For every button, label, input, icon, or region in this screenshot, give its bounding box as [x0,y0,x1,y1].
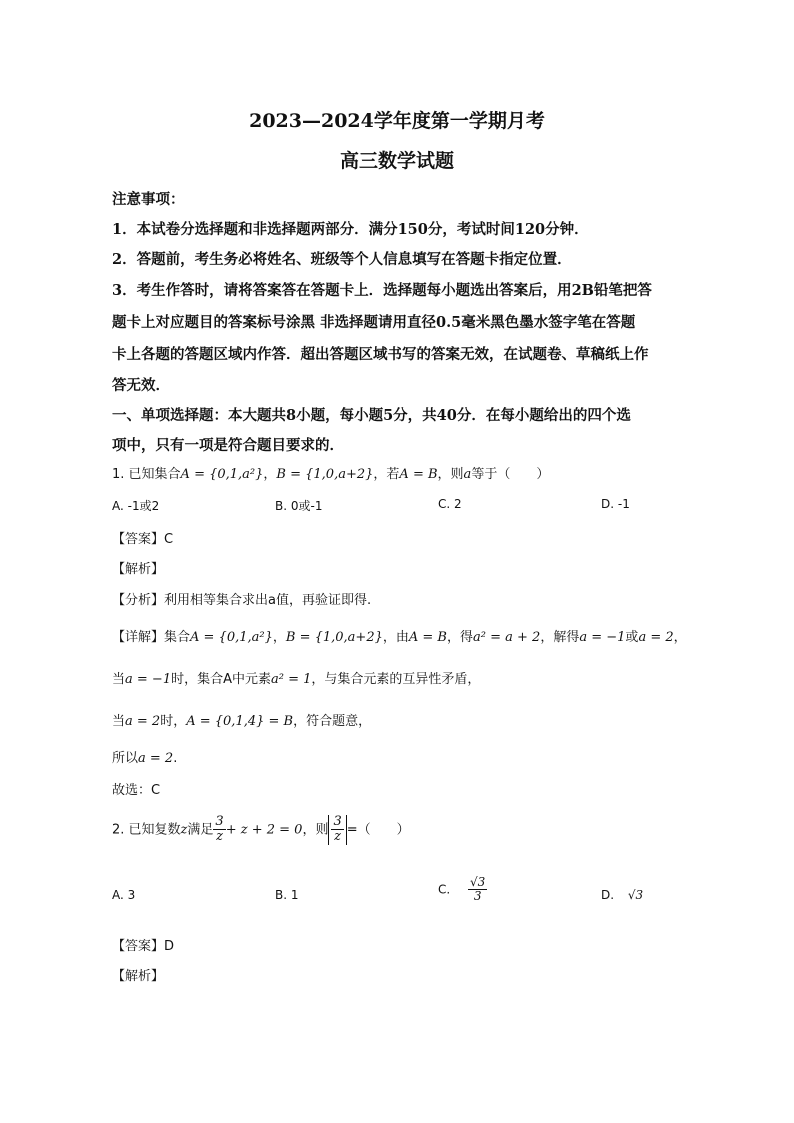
q1-detail-text: 或 [625,630,639,645]
q1-final-choice: 故选：C [112,783,161,798]
q2-option-d [601,888,643,902]
q1-detail-math: A = B [408,630,447,645]
q1-detail-math: a = −1 [579,630,626,645]
q2-option-d-value: √3 [627,888,644,902]
q1-detail-line-1 [112,626,687,645]
q2-fraction-numerator: 3 [215,814,224,829]
q2-analysis-heading: 【解析】 [112,969,165,984]
q1-option-d: D. -1 [601,497,630,511]
q1-detail-math: A = {0,1,a²} [190,630,273,645]
q2-absolute-value [328,815,346,845]
q2-option-c-fraction [468,876,487,903]
q1-detail-math: A = {0,1,4} = B [186,714,294,729]
q1-answer: 【答案】C [112,532,174,547]
q1-detail-text: 时， [160,714,187,729]
q1-detail-text: ， [272,630,286,645]
notice-heading: 注意事项： [112,191,185,208]
q2-option-c [438,876,487,903]
q1-detail-math: a = 2 [125,714,161,729]
q1-detail-text: 当 [112,672,126,687]
notice-item-1: 1．本试卷分选择题和非选择题两部分．满分150分，考试时间120分钟． [112,221,589,238]
q1-detail-math: a = 2 [638,630,674,645]
q1-detail-text: 所以 [112,751,139,766]
q2-option-c-denominator: 3 [473,889,482,904]
q1-condition: A = B [399,467,438,482]
notice-item-3-line-2: 题卡上对应题目的答案标号涂黑 非选择题请用直径0.5毫米黑色墨水签字笔在答题 [112,314,636,331]
q1-detail-text: 当 [112,714,126,729]
q1-option-c: C. 2 [438,497,462,511]
q2-option-d-label: D. [601,888,615,902]
q2-option-b: B. 1 [275,888,299,902]
q2-stem-prefix: 2. 已知复数 [112,822,181,838]
q1-set-b: B = {1,0,a+2} [276,467,374,482]
q1-stem-prefix: 1. 已知集合 [112,467,181,482]
q1-detail-text: ， [673,630,687,645]
exam-subtitle: 高三数学试题 [339,150,454,172]
q1-option-b: B. 0或-1 [275,499,323,513]
notice-item-3-line-1: 3．考生作答时，请将答案答在答题卡上．选择题每小题选出答案后，用2B铅笔把答 [112,282,652,299]
q1-variable: a [463,467,472,482]
q1-detail-line-4 [112,747,177,766]
q1-detail-text: 时，集合A中元素 [171,672,271,687]
q2-abs-numerator: 3 [333,814,342,829]
notice-item-3-line-4: 答无效． [112,377,170,394]
q1-detail-text: ，由 [382,630,409,645]
notice-item-2: 2．答题前，考生务必将姓名、班级等个人信息填写在答题卡指定位置． [112,251,572,268]
q1-detail-text: ，得 [447,630,474,645]
q2-answer: 【答案】D [112,939,175,954]
q2-abs-denominator: z [334,829,342,845]
notice-item-3-line-3: 卡上各题的答题区域内作答．超出答题区域书写的答案无效，在试题卷、草稿纸上作 [112,346,649,363]
section-1-line-1: 一、单项选择题：本大题共8小题，每小题5分，共40分．在每小题给出的四个选 [112,407,631,424]
q1-detail-line-3 [112,710,371,729]
q1-detail-math: a² = a + 2 [473,630,541,645]
q1-set-a: A = {0,1,a²} [180,467,264,482]
q1-stem-suffix: 等于（ ） [471,467,550,482]
q1-stem-then: ，则 [437,467,464,482]
q2-option-c-label: C. [438,882,451,897]
q2-fraction [213,815,225,845]
q1-detail-math: a = 2 [138,751,174,766]
q2-variable-z: z [180,822,188,838]
q1-detail-text: . [173,751,178,766]
q1-analysis-summary: 【分析】利用相等集合求出a值，再验证即得. [112,593,372,608]
q2-stem-suffix: =（ ） [346,822,410,838]
q2-stem-satisfy: 满足 [187,822,214,838]
q1-stem-if: ，若 [373,467,400,482]
exam-title: 2023—2024学年度第一学期月考 [249,110,545,132]
q1-detail-text: 【详解】集合 [112,630,191,645]
q2-stem-then: ，则 [302,822,329,838]
q1-analysis-heading: 【解析】 [112,562,165,577]
section-1-line-2: 项中，只有一项是符合题目要求的． [112,437,344,454]
q1-comma: ， [263,467,277,482]
q2-fraction-denominator: z [216,829,223,845]
q1-detail-math: B = {1,0,a+2} [285,630,383,645]
q1-detail-text: ，符合题意， [293,714,372,729]
q2-stem [112,815,410,845]
q1-detail-math: a² = 1 [271,672,312,687]
q1-detail-text: ，与集合元素的互异性矛盾， [311,672,481,687]
q2-option-c-numerator: √3 [470,875,486,889]
q2-option-a: A. 3 [112,888,136,902]
q1-detail-math: a = −1 [125,672,172,687]
q1-detail-line-2 [112,668,480,687]
q1-stem [112,463,549,482]
q2-equation: + z + 2 = 0 [225,822,303,838]
q1-option-a: A. -1或2 [112,499,160,513]
q1-detail-text: ，解得 [540,630,580,645]
